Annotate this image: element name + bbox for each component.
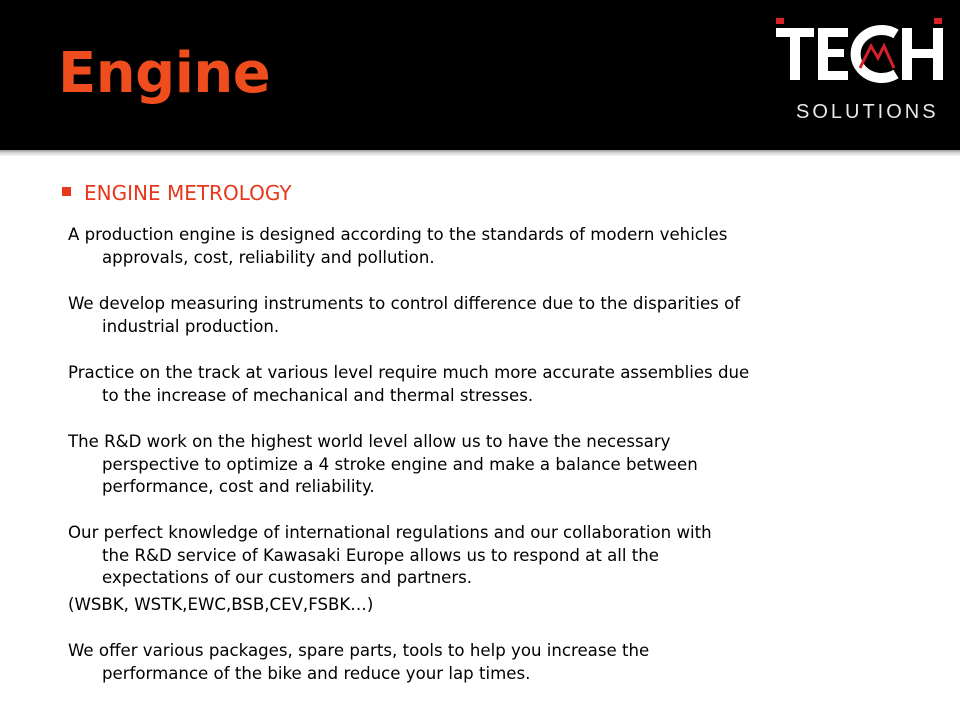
championships-line: (WSBK, WSTK,EWC,BSB,CEV,FSBK…) (68, 595, 374, 614)
paragraph-production-engine (68, 224, 888, 269)
paragraph-line: the R&D service of Kawasaki Europe allows us to respond at all the (102, 545, 660, 565)
section-heading: ENGINE METROLOGY (84, 181, 292, 205)
paragraph-line: Practice on the track at various level require much more accurate assemblies due (68, 363, 750, 382)
paragraph-line: perspective to optimize a 4 stroke engine and make a balance between (102, 454, 698, 474)
paragraph-line: A production engine is designed according to the standards of modern vehicles (68, 225, 728, 244)
paragraph-line: performance of the bike and reduce your lap times. (102, 663, 531, 683)
slide-title: Engine (58, 41, 271, 106)
paragraph-line: to the increase of mechanical and thermal stresses. (102, 385, 534, 405)
logo-subtitle: SOLUTIONS (796, 101, 939, 123)
paragraph-line: approvals, cost, reliability and pollution. (102, 247, 435, 267)
paragraph-line: The R&D work on the highest world level allow us to have the necessary (68, 432, 671, 451)
paragraph-line: performance, cost and reliability. (102, 477, 375, 496)
paragraph-packages (68, 640, 888, 685)
square-bullet-icon (62, 187, 71, 196)
paragraph-regulations (68, 522, 888, 590)
paragraph-line: expectations of our customers and partners. (102, 568, 473, 587)
paragraph-line: industrial production. (102, 316, 280, 336)
paragraph-track-practice (68, 362, 888, 407)
paragraph-line: Our perfect knowledge of international regulations and our collaboration with (68, 523, 712, 542)
paragraph-line: We develop measuring instruments to control difference due to the disparities of (68, 294, 741, 313)
paragraph-rnd-work (68, 431, 888, 499)
paragraph-line: We offer various packages, spare parts, tools to help you increase the (68, 641, 650, 660)
paragraph-measuring-instruments (68, 293, 888, 338)
